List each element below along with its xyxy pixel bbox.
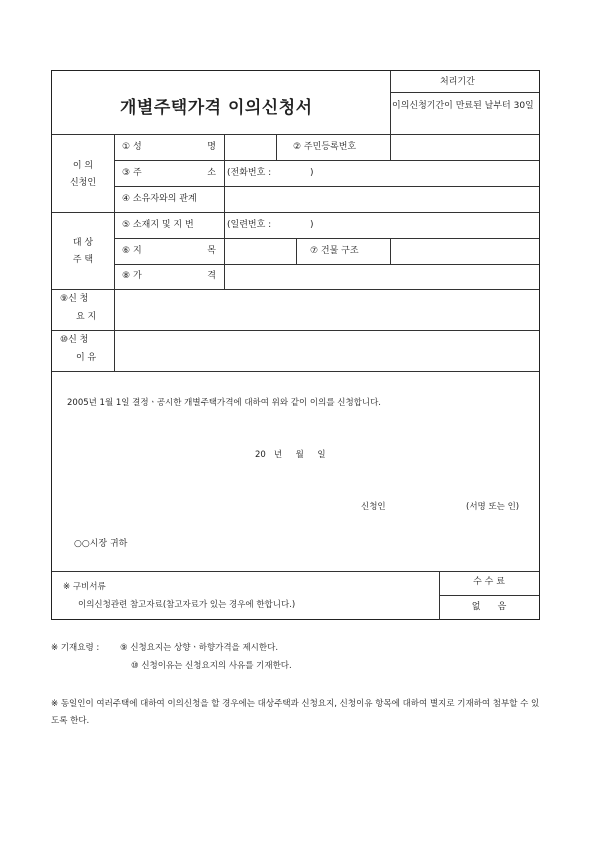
reason-label-2: 이 유 [76, 353, 97, 363]
rrn-label: ② 주민등록번호 [293, 142, 357, 152]
addressee: ○○시장 귀하 [74, 539, 128, 549]
address-field[interactable] [225, 161, 538, 186]
reason-field[interactable] [115, 331, 538, 371]
location-field[interactable] [225, 213, 538, 238]
applicant-group-label-2: 신청인 [69, 178, 97, 188]
statement-text: 2005년 1월 1일 결정ㆍ공시한 개별주택가격에 대하여 위와 같이 이의를 신청합니다. [67, 398, 382, 408]
documents-label: ※ 구비서류 [63, 582, 106, 592]
processing-period-label: 처리기간 [440, 77, 475, 87]
location-label: ⑤ 소재지 및 지 번 [122, 220, 194, 230]
land-category-field[interactable] [225, 239, 295, 264]
address-label-a: ③ 주 [122, 168, 142, 178]
signature-field[interactable] [397, 496, 463, 516]
house-group-label-1: 대 상 [72, 238, 94, 248]
structure-label: ⑦ 건물 구조 [310, 246, 359, 256]
serial-label: (일련번호 : [227, 220, 272, 230]
structure-field[interactable] [391, 239, 538, 264]
processing-period-value: 이의신청기간이 만료된 날부터 30일 [392, 101, 534, 111]
form-title: 개별주택가격 이의신청서 [120, 98, 313, 118]
name-label-b: 명 [207, 142, 216, 152]
price-label [122, 270, 216, 282]
land-category-label-a: ⑥ 지 [122, 246, 142, 256]
phone-close: ) [310, 168, 314, 178]
date-line: 20 년 월 일 [255, 450, 326, 460]
reason-label-1: ⑩신 청 [60, 335, 89, 345]
price-field[interactable] [225, 265, 538, 289]
relation-label: ④ 소유자와의 관계 [122, 194, 197, 204]
land-category-label-b: 목 [207, 246, 216, 256]
footnote: ※ 동일인이 여러주택에 대하여 이의신청을 할 경우에는 대상주택과 신청요지, 신청이유 항목에 대하여 별지로 기재하여 첨부할 수 있도록 한다. [51, 699, 540, 726]
address-label [122, 167, 216, 179]
request-label-2: 요 지 [76, 312, 97, 322]
relation-field[interactable] [225, 187, 538, 212]
address-label-b: 소 [207, 168, 216, 178]
phone-label: (전화번호 : [227, 168, 272, 178]
guide-line-2: ⑩ 신청이유는 신청요지의 사유를 기재한다. [131, 661, 292, 671]
fee-value: 없 음 [471, 602, 507, 612]
request-field[interactable] [115, 290, 538, 330]
house-group-label-2: 주 택 [72, 255, 94, 265]
applicant-sign-label: 신청인 [361, 502, 386, 512]
name-label-a: ① 성 [122, 142, 142, 152]
guide-prefix: ※ 기재요령 : [51, 643, 100, 653]
rrn-field[interactable] [391, 135, 538, 160]
price-label-a: ⑧ 가 [122, 271, 142, 281]
application-form [51, 70, 540, 620]
fee-label: 수 수 료 [473, 577, 505, 587]
name-label [122, 141, 216, 153]
serial-close: ) [310, 220, 314, 230]
applicant-group-label-1: 이 의 [72, 161, 94, 171]
sign-hint: (서명 또는 인) [466, 502, 520, 512]
name-field[interactable] [225, 135, 275, 160]
guide-line-1: ⑨ 신청요지는 상향ㆍ하향가격을 제시한다. [120, 643, 279, 653]
request-label-1: ⑨신 청 [60, 294, 89, 304]
price-label-b: 격 [207, 271, 216, 281]
land-category-label [122, 245, 216, 257]
documents-value: 이의신청관련 참고자료(참고자료가 있는 경우에 한합니다.) [78, 600, 296, 610]
